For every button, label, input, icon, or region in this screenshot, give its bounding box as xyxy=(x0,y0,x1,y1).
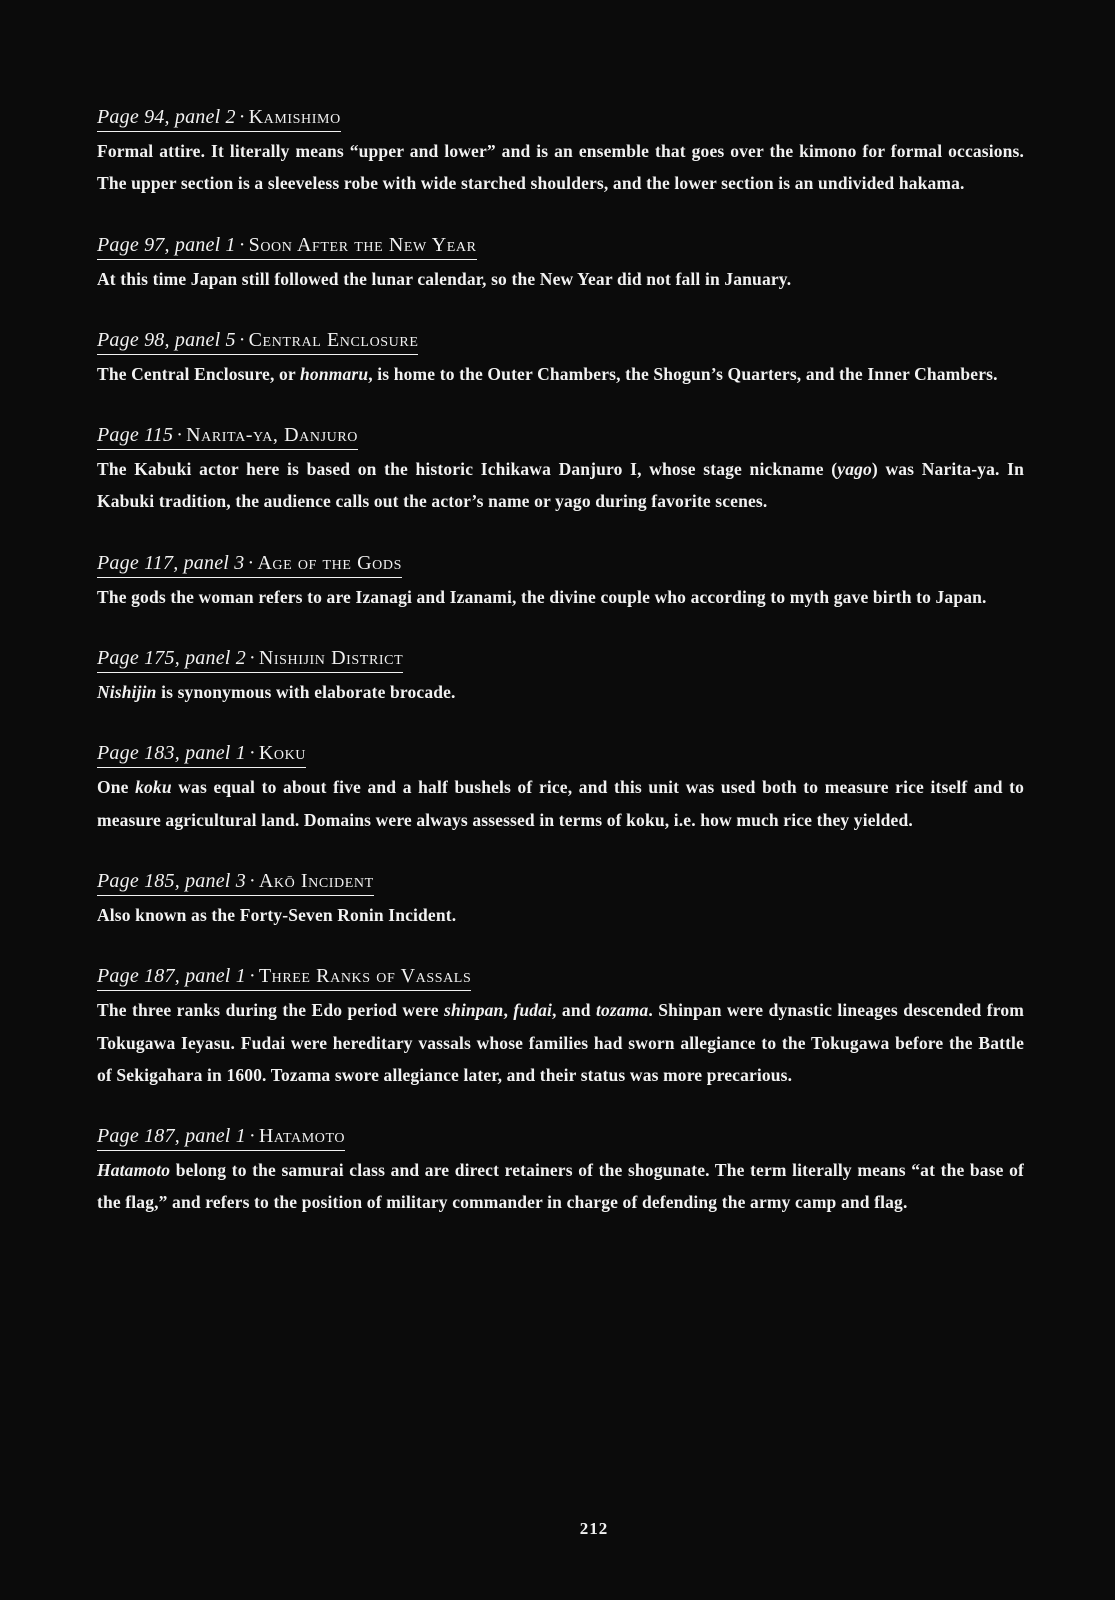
note-body xyxy=(97,135,1024,200)
note-separator: · xyxy=(248,1125,256,1148)
note-text: , and xyxy=(552,1000,596,1021)
note-topic: Kamishimo xyxy=(248,106,341,128)
note-topic: Soon After the New Year xyxy=(248,233,477,256)
note-heading xyxy=(97,1123,345,1151)
note-koku xyxy=(97,740,1024,836)
note-term: koku xyxy=(135,777,172,798)
note-separator: · xyxy=(238,328,246,351)
note-topic: Hatamoto xyxy=(258,1125,346,1148)
note-heading xyxy=(97,963,471,991)
note-heading xyxy=(97,327,418,355)
note-page-ref: Page 187, panel 1 xyxy=(97,1125,246,1148)
note-body xyxy=(97,771,1024,836)
note-text: The Central Enclosure, or xyxy=(97,363,301,384)
note-term: fudai xyxy=(513,1000,553,1021)
note-term: shinpan xyxy=(444,1000,504,1021)
note-heading xyxy=(97,740,306,768)
note-text: . Shinpan were dynastic lineages descended from Tokugawa Ieyasu. Fudai were hereditary vassals whose families had sworn allegiance to the Tokugawa before the Battle of Sekigahara in 1600. Tozama swore allegiance later, and their status was more precarious. xyxy=(97,1000,1024,1085)
note-topic: Akō Incident xyxy=(258,869,374,892)
page-number: 212 xyxy=(579,1519,609,1538)
note-text: , is home to the Outer Chambers, the Shogun’s Quarters, and the Inner Chambers. xyxy=(368,363,998,384)
note-age-of-the-gods xyxy=(97,550,1024,613)
note-text: The gods the woman refers to are Izanagi and Izanami, the divine couple who according to myth gave birth to Japan. xyxy=(97,586,987,607)
note-heading xyxy=(97,868,374,896)
note-heading xyxy=(97,422,358,450)
note-page-ref: Page 97, panel 1 xyxy=(97,233,236,256)
note-topic: Central Enclosure xyxy=(248,328,419,351)
note-text: One xyxy=(97,777,136,798)
note-page-ref: Page 175, panel 2 xyxy=(97,647,246,670)
note-text: belong to the samurai class and are direct retainers of the shogunate. The term literally means “at the base of the flag,” and refers to the position of military commander in charge of defending the army camp and flag. xyxy=(97,1160,1024,1213)
note-topic: Nishijin District xyxy=(258,647,404,670)
note-page-ref: Page 117, panel 3 xyxy=(97,551,245,574)
note-ako-incident xyxy=(97,868,1024,931)
note-term: tozama xyxy=(595,1000,649,1021)
note-soon-after-new-year xyxy=(97,232,1024,295)
note-text: was equal to about five and a half bushels of rice, and this unit was used both to measure rice itself and to measure agricultural land. Domains were always assessed in terms of koku, i.e. how much rice they yielded. xyxy=(97,777,1025,830)
note-body xyxy=(97,1154,1024,1219)
note-topic: Narita-ya, Danjuro xyxy=(186,424,358,447)
note-body xyxy=(97,899,1024,931)
note-text: The three ranks during the Edo period were xyxy=(97,1000,445,1021)
note-term: Hatamoto xyxy=(97,1160,171,1181)
note-page-ref: Page 185, panel 3 xyxy=(97,869,246,892)
note-nishijin-district xyxy=(97,645,1024,708)
note-body xyxy=(97,676,1024,708)
note-text: is synonymous with elaborate brocade. xyxy=(156,682,456,703)
note-page-ref: Page 187, panel 1 xyxy=(97,965,246,988)
note-text: Formal attire. It literally means “upper and lower” and is an ensemble that goes over the kimono for formal occasions. The upper section is a sleeveless robe with wide starched shoulders, and the lower section is an undivided hakama. xyxy=(97,141,1024,194)
note-heading xyxy=(97,104,341,132)
note-text: At this time Japan still followed the lunar calendar, so the New Year did not fall in January. xyxy=(97,268,792,289)
note-page-ref: Page 94, panel 2 xyxy=(97,106,236,128)
note-topic: Age of the Gods xyxy=(257,551,402,574)
note-three-ranks-of-vassals xyxy=(97,963,1024,1091)
note-page-ref: Page 98, panel 5 xyxy=(97,328,236,351)
note-separator: · xyxy=(238,233,246,256)
note-heading xyxy=(97,645,403,673)
note-separator: · xyxy=(248,869,256,892)
note-page-ref: Page 183, panel 1 xyxy=(97,742,246,765)
note-term: yago xyxy=(837,459,872,480)
note-body xyxy=(97,581,1024,613)
note-separator: · xyxy=(248,965,256,988)
note-central-enclosure xyxy=(97,327,1024,390)
note-separator: · xyxy=(248,742,256,765)
note-kamishimo xyxy=(97,104,1024,200)
note-term: Nishijin xyxy=(97,682,157,703)
note-separator: · xyxy=(248,647,256,670)
note-topic: Three Ranks of Vassals xyxy=(258,965,472,988)
note-hatamoto xyxy=(97,1123,1024,1219)
note-heading xyxy=(97,550,402,578)
note-text: The Kabuki actor here is based on the historic Ichikawa Danjuro I, whose stage nickname ( xyxy=(97,459,838,480)
note-text: ) was Narita-ya. In Kabuki tradition, the audience calls out the actor’s name or yago during favorite scenes. xyxy=(97,459,1025,512)
note-body xyxy=(97,453,1024,518)
note-text: , xyxy=(503,1000,514,1021)
glossary-notes xyxy=(97,104,1024,1251)
note-separator: · xyxy=(176,424,184,447)
note-term: honmaru xyxy=(300,363,369,384)
note-separator: · xyxy=(247,551,255,574)
note-page-ref: Page 115 xyxy=(97,424,174,447)
note-body xyxy=(97,994,1024,1091)
note-body xyxy=(97,358,1024,390)
note-separator: · xyxy=(238,106,246,128)
note-heading xyxy=(97,232,477,260)
note-narita-ya-danjuro xyxy=(97,422,1024,518)
note-topic: Koku xyxy=(258,742,306,765)
note-text: Also known as the Forty-Seven Ronin Incident. xyxy=(97,904,457,925)
note-body xyxy=(97,263,1024,295)
